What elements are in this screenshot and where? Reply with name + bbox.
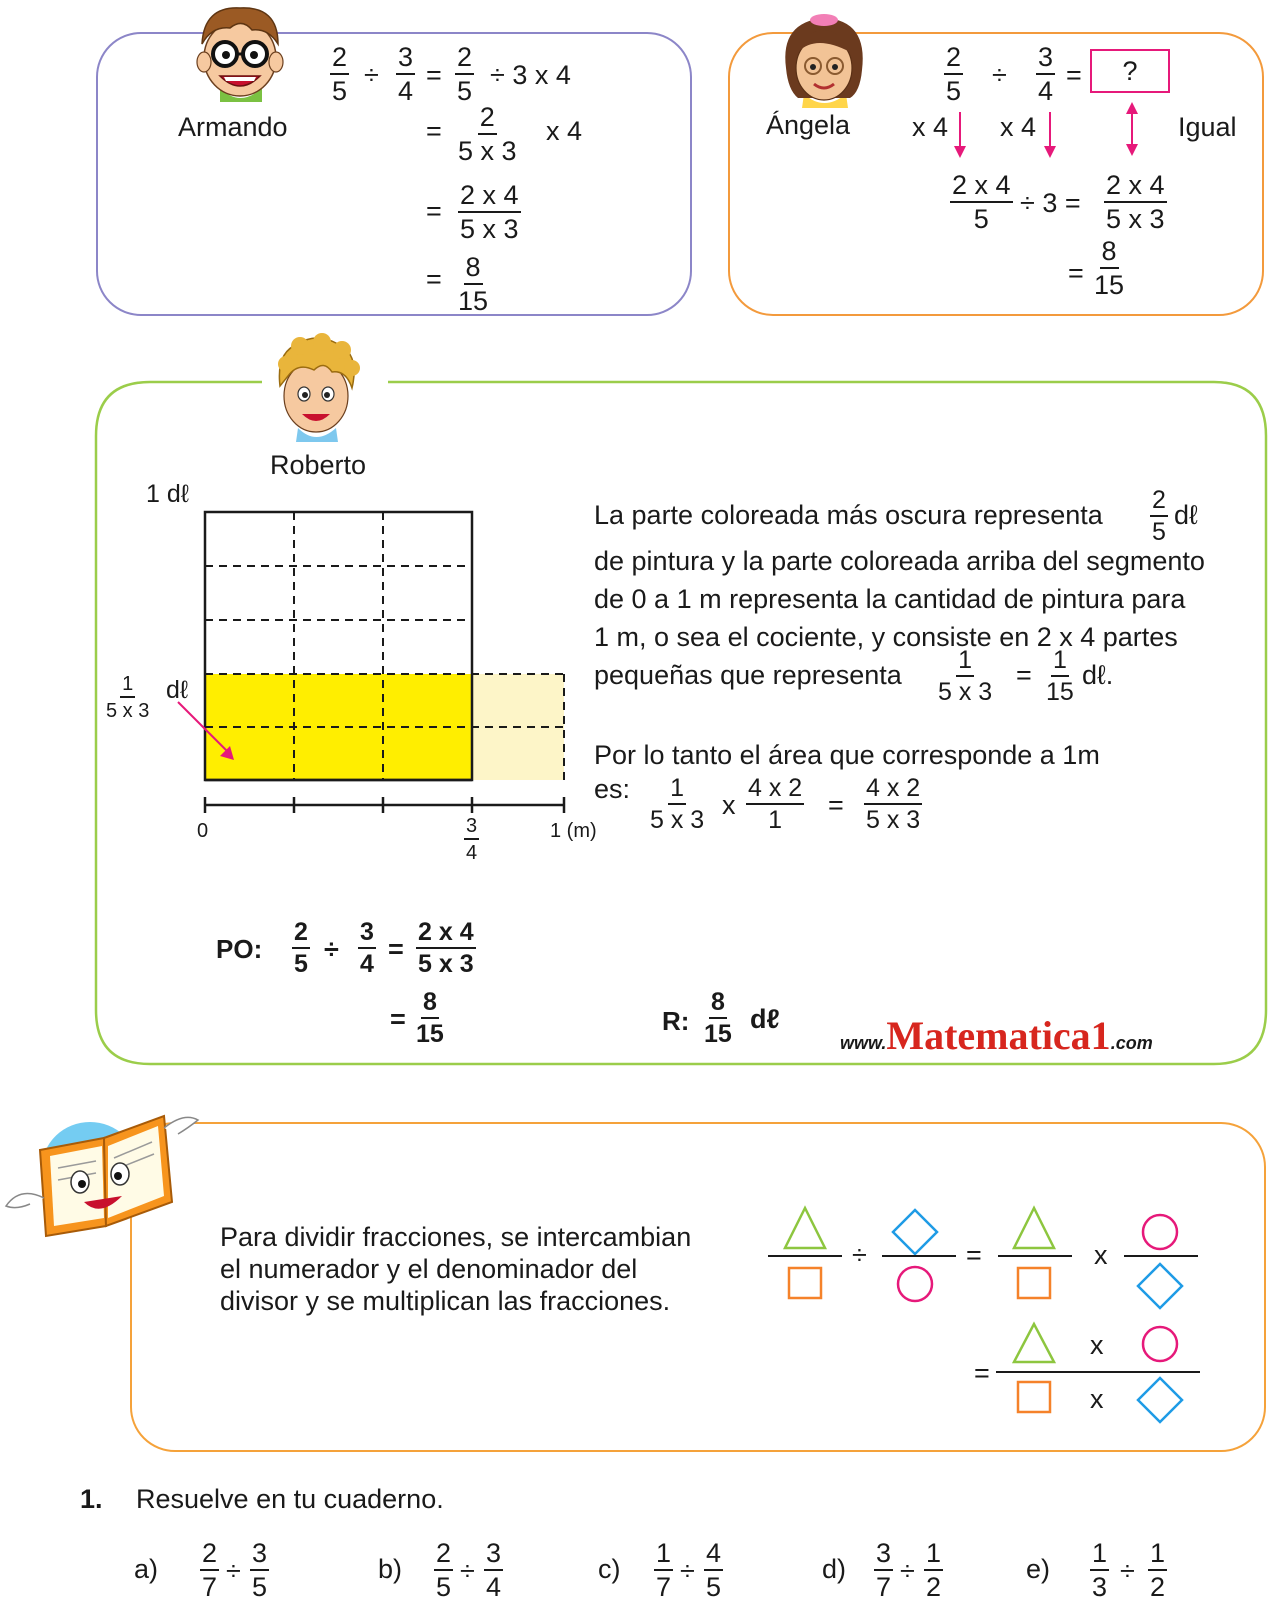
explanation-line: de pintura y la parte coloreada arriba del segmento [594, 546, 1205, 576]
triangle-icon [1014, 1208, 1054, 1248]
explanation-fraction: $\frac{4 x 2}{5 x 3}$ [866, 774, 921, 834]
exercise-fraction: $\frac{4}{5}$ [706, 1538, 722, 1602]
roberto-name: Roberto [270, 450, 367, 480]
answer-unit: dℓ [750, 1004, 780, 1034]
divide-sign: ÷ [852, 1240, 867, 1270]
diamond-icon [1138, 1378, 1182, 1422]
exercise-item-label: c) [598, 1554, 621, 1584]
exercise-item-label: a) [134, 1554, 159, 1584]
square-icon [1018, 1268, 1050, 1298]
divide-sign: ÷ [226, 1556, 241, 1586]
explanation-line: La parte coloreada más oscura representa [594, 500, 1103, 530]
square-icon [1018, 1382, 1050, 1412]
answer-label: R: [662, 1006, 690, 1036]
equals-sign: = [974, 1358, 990, 1388]
angela-mult-label: x 4 [1000, 112, 1037, 142]
exercise-item-label: b) [378, 1554, 403, 1584]
times-sign: x [1090, 1330, 1104, 1360]
logo-name: Matematica1 [886, 1013, 1111, 1058]
equals-sign: = [426, 196, 442, 226]
divide-sign: ÷ [324, 934, 339, 964]
exercise-fraction: $\frac{2}{5}$ [436, 1538, 452, 1602]
divide-sign: ÷ [364, 60, 379, 90]
exercise-fraction: $\frac{1}{2}$ [1150, 1538, 1166, 1602]
explanation-line: 1 m, o sea el cociente, y consiste en 2 x 4 partes [594, 622, 1178, 652]
exercise-number: 1. [80, 1484, 103, 1514]
exercise-fraction: $\frac{3}{4}$ [486, 1538, 502, 1602]
exercise-fraction: $\frac{3}{5}$ [252, 1538, 268, 1602]
question-box: ? [1090, 49, 1170, 93]
times-sign: x [722, 790, 736, 820]
axis-end-label: 1 (m) [550, 820, 597, 842]
armando-frac-4: $\frac{2}{5 x 3}$ [458, 102, 517, 166]
circle-icon [898, 1267, 932, 1301]
exercise-fraction: $\frac{2}{7}$ [202, 1538, 218, 1602]
angela-same-label: Igual [1178, 112, 1237, 142]
logo-prefix: www. [840, 1033, 887, 1053]
armando-name: Armando [178, 112, 288, 142]
times-sign: x [1090, 1384, 1104, 1414]
po-label: PO: [216, 934, 263, 964]
angela-frac-4: $\frac{2 x 4}{5 x 3}$ [1106, 170, 1165, 234]
explanation-fraction: $\frac{4 x 2}{1}$ [748, 774, 803, 834]
armando-frac-3: $\frac{2}{5}$ [457, 42, 473, 106]
rule-text-line: el numerador y el denominador del [220, 1254, 638, 1284]
angela-frac-3: $\frac{2 x 4}{5}$ [952, 170, 1011, 234]
diamond-icon [1138, 1264, 1182, 1308]
exercise-item-label: d) [822, 1554, 847, 1584]
explanation-fraction: $\frac{1}{5 x 3}$ [650, 774, 705, 834]
angela-row2-mid: ÷ 3 = [1020, 188, 1081, 218]
explanation-unit: dℓ. [1082, 660, 1114, 690]
armando-frac-6: $\frac{8}{15}$ [458, 252, 489, 316]
triangle-icon [1014, 1324, 1054, 1362]
answer-fraction: $\frac{8}{15}$ [704, 988, 732, 1048]
equals-sign: = [426, 60, 442, 90]
explanation-fraction: $\frac{1}{5 x 3}$ [938, 646, 993, 706]
equals-sign: = [390, 1004, 406, 1034]
explanation-line: pequeñas que representa [594, 660, 902, 690]
divide-sign: ÷ [992, 60, 1007, 90]
exercise-item-label: e) [1026, 1554, 1051, 1584]
po-fraction: $\frac{8}{15}$ [416, 988, 444, 1048]
explanation-fraction: $\frac{2}{5}$ [1152, 486, 1166, 546]
logo-suffix: .com [1110, 1033, 1153, 1053]
explanation-line: es: [594, 774, 631, 804]
axis-three-quarters: $\frac{3}{4}$ [466, 815, 478, 864]
diamond-icon [893, 1210, 937, 1254]
po-fraction: $\frac{2}{5}$ [294, 918, 308, 978]
axis-zero-label: 0 [197, 820, 209, 842]
armando-line2-tail: x 4 [546, 116, 583, 146]
piece-fraction: $\frac{1}{5 x 3}$ [106, 673, 150, 722]
exercise-fraction: $\frac{1}{7}$ [656, 1538, 672, 1602]
armando-frac-5: $\frac{2 x 4}{5 x 3}$ [460, 180, 519, 244]
divide-sign: ÷ [1120, 1556, 1135, 1586]
armando-line1-tail: ÷ 3 x 4 [490, 60, 571, 90]
exercise-fraction: $\frac{3}{7}$ [876, 1538, 892, 1602]
explanation-fraction: $\frac{1}{15}$ [1046, 646, 1074, 706]
square-icon [789, 1268, 821, 1298]
rule-text-line: Para dividir fracciones, se intercambian [220, 1222, 692, 1252]
angela-name: Ángela [766, 110, 851, 140]
equals-sign: = [1066, 60, 1082, 90]
circle-icon [1143, 1215, 1177, 1249]
armando-frac-2: $\frac{3}{4}$ [398, 42, 414, 106]
exercise-instruction: Resuelve en tu cuaderno. [136, 1484, 444, 1514]
equals-sign: = [828, 790, 844, 820]
divide-sign: ÷ [460, 1556, 475, 1586]
equals-sign: = [1016, 660, 1032, 690]
angela-frac-1: $\frac{2}{5}$ [946, 42, 962, 106]
equals-sign: = [388, 934, 404, 964]
exercise-fraction: $\frac{1}{2}$ [926, 1538, 942, 1602]
explanation-line: Por lo tanto el área que corresponde a 1m [594, 740, 1100, 770]
divide-sign: ÷ [680, 1556, 695, 1586]
angela-frac-5: $\frac{8}{15}$ [1094, 236, 1125, 300]
piece-unit: dℓ [166, 676, 188, 704]
circle-icon [1143, 1327, 1177, 1361]
equals-sign: = [426, 264, 442, 294]
angela-mult-label: x 4 [912, 112, 949, 142]
rule-text-line: divisor y se multiplican las fracciones. [220, 1286, 671, 1316]
po-fraction: $\frac{3}{4}$ [360, 918, 374, 978]
equals-sign: = [966, 1240, 982, 1270]
equals-sign: = [426, 116, 442, 146]
times-sign: x [1094, 1240, 1108, 1270]
explanation-unit: dℓ [1174, 500, 1198, 530]
equals-sign: = [1068, 258, 1084, 288]
armando-frac-1: $\frac{2}{5}$ [332, 42, 348, 106]
angela-frac-2: $\frac{3}{4}$ [1038, 42, 1054, 106]
explanation-line: de 0 a 1 m representa la cantidad de pintura para [594, 584, 1186, 614]
exercise-fraction: $\frac{1}{3}$ [1092, 1538, 1108, 1602]
divide-sign: ÷ [900, 1556, 915, 1586]
triangle-icon [785, 1208, 825, 1248]
diagram-top-label: 1 dℓ [146, 480, 189, 508]
po-fraction: $\frac{2 x 4}{5 x 3}$ [418, 918, 474, 978]
